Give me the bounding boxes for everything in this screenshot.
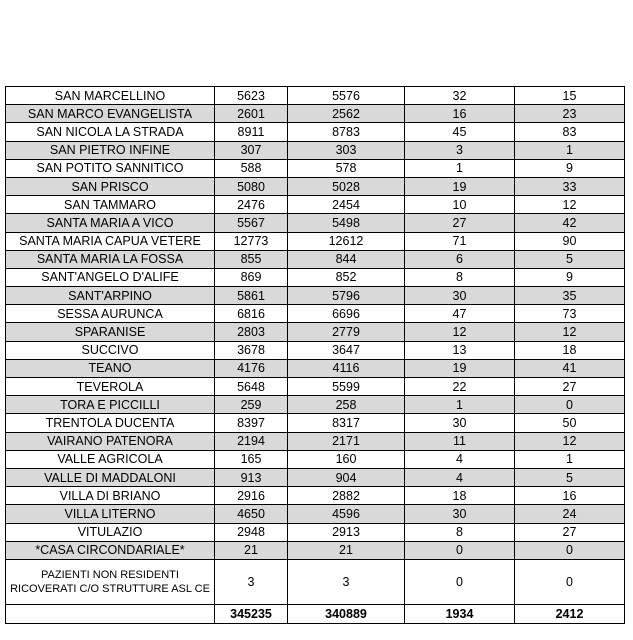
value-cell-c3: 30 — [405, 287, 515, 305]
municipality-cell: SUCCIVO — [6, 341, 215, 359]
value-cell-c1: 259 — [215, 396, 288, 414]
municipality-cell: VILLA LITERNO — [6, 505, 215, 523]
municipality-cell: SANTA MARIA CAPUA VETERE — [6, 232, 215, 250]
value-cell-c4: 0 — [515, 396, 625, 414]
value-cell-c3: 30 — [405, 414, 515, 432]
value-cell-c4: 41 — [515, 359, 625, 377]
value-cell-c1: 2803 — [215, 323, 288, 341]
value-cell-c3: 18 — [405, 487, 515, 505]
value-cell-c2: 904 — [288, 468, 405, 486]
value-cell-c1: 855 — [215, 250, 288, 268]
value-cell-c4: 0 — [515, 541, 625, 559]
value-cell-c1: 5648 — [215, 378, 288, 396]
value-cell-c1: 3 — [215, 559, 288, 604]
table-row — [6, 468, 625, 486]
value-cell-c1: 6816 — [215, 305, 288, 323]
value-cell-c3: 47 — [405, 305, 515, 323]
table-row — [6, 87, 625, 105]
value-cell-c1: 2194 — [215, 432, 288, 450]
value-cell-c4: 1 — [515, 450, 625, 468]
value-cell-c1: 913 — [215, 468, 288, 486]
value-cell-c3: 10 — [405, 196, 515, 214]
municipality-cell: SESSA AURUNCA — [6, 305, 215, 323]
municipality-cell: VALLE AGRICOLA — [6, 450, 215, 468]
table-row — [6, 505, 625, 523]
value-cell-c2: 2882 — [288, 487, 405, 505]
value-cell-c3: 32 — [405, 87, 515, 105]
table-row — [6, 159, 625, 177]
municipality-cell: VITULAZIO — [6, 523, 215, 541]
municipality-cell: SANTA MARIA A VICO — [6, 214, 215, 232]
value-cell-c3: 4 — [405, 450, 515, 468]
table-row — [6, 359, 625, 377]
value-cell-c4: 5 — [515, 250, 625, 268]
value-cell-c2: 5498 — [288, 214, 405, 232]
table-row — [6, 414, 625, 432]
value-cell-c1: 5080 — [215, 177, 288, 195]
value-cell-c3: 22 — [405, 378, 515, 396]
value-cell-c2: 5599 — [288, 378, 405, 396]
table-row — [6, 232, 625, 250]
value-cell-c1: 4176 — [215, 359, 288, 377]
table-row — [6, 287, 625, 305]
value-cell-c2: 2562 — [288, 105, 405, 123]
value-cell-c3: 19 — [405, 177, 515, 195]
value-cell-c2: 4116 — [288, 359, 405, 377]
value-cell-c1: 8911 — [215, 123, 288, 141]
value-cell-c1: 307 — [215, 141, 288, 159]
value-cell-c4: 18 — [515, 341, 625, 359]
value-cell-c4: 12 — [515, 196, 625, 214]
municipality-cell: SAN TAMMARO — [6, 196, 215, 214]
value-cell-c3: 19 — [405, 359, 515, 377]
municipality-cell: SANT'ARPINO — [6, 287, 215, 305]
value-cell-c2: 8783 — [288, 123, 405, 141]
totals-row — [6, 604, 625, 623]
table-row — [6, 541, 625, 559]
table-row — [6, 268, 625, 286]
value-cell-c4: 83 — [515, 123, 625, 141]
value-cell-c4: 23 — [515, 105, 625, 123]
municipality-cell: PAZIENTI NON RESIDENTI RICOVERATI C/O STRUTTURE ASL CE — [6, 559, 215, 604]
value-cell-c4: 12 — [515, 323, 625, 341]
value-cell-c4: 50 — [515, 414, 625, 432]
value-cell-c4: 24 — [515, 505, 625, 523]
value-cell-c2: 8317 — [288, 414, 405, 432]
table-row — [6, 123, 625, 141]
value-cell-c1: 5861 — [215, 287, 288, 305]
value-cell-c3: 0 — [405, 559, 515, 604]
value-cell-c3: 8 — [405, 523, 515, 541]
municipality-cell: SANT'ANGELO D'ALIFE — [6, 268, 215, 286]
municipality-cell: SANTA MARIA LA FOSSA — [6, 250, 215, 268]
value-cell-c3: 27 — [405, 214, 515, 232]
value-cell-c4: 16 — [515, 487, 625, 505]
value-cell-c4: 33 — [515, 177, 625, 195]
value-cell-c2: 2779 — [288, 323, 405, 341]
value-cell-c1: 2476 — [215, 196, 288, 214]
table-row — [6, 523, 625, 541]
value-cell-c4: 9 — [515, 159, 625, 177]
table-body — [6, 87, 625, 624]
value-cell-c1: 2601 — [215, 105, 288, 123]
value-cell-c1: 2948 — [215, 523, 288, 541]
value-cell-c2: 21 — [288, 541, 405, 559]
value-cell-c3: 71 — [405, 232, 515, 250]
value-cell-c3: 6 — [405, 250, 515, 268]
value-cell-c3: 16 — [405, 105, 515, 123]
value-cell-c4: 27 — [515, 378, 625, 396]
value-cell-c2: 852 — [288, 268, 405, 286]
value-cell-c2: 6696 — [288, 305, 405, 323]
table-row — [6, 305, 625, 323]
value-cell-c1: 5567 — [215, 214, 288, 232]
municipality-cell: SAN NICOLA LA STRADA — [6, 123, 215, 141]
value-cell-c1: 4650 — [215, 505, 288, 523]
value-cell-c2: 3 — [288, 559, 405, 604]
value-cell-c3: 13 — [405, 341, 515, 359]
table-row — [6, 487, 625, 505]
table-row — [6, 177, 625, 195]
table-row — [6, 341, 625, 359]
municipality-cell: TEVEROLA — [6, 378, 215, 396]
value-cell-c2: 578 — [288, 159, 405, 177]
municipality-cell: SAN MARCELLINO — [6, 87, 215, 105]
value-cell-c1: 2916 — [215, 487, 288, 505]
value-cell-c1: 5623 — [215, 87, 288, 105]
value-cell-c1: 588 — [215, 159, 288, 177]
municipality-cell: VILLA DI BRIANO — [6, 487, 215, 505]
value-cell-c4: 42 — [515, 214, 625, 232]
value-cell-c2: 160 — [288, 450, 405, 468]
table-row — [6, 141, 625, 159]
municipality-cell: TEANO — [6, 359, 215, 377]
value-cell-c1: 12773 — [215, 232, 288, 250]
value-cell-c1: 8397 — [215, 414, 288, 432]
table-row — [6, 105, 625, 123]
data-table — [5, 86, 625, 624]
value-cell-c1: 3678 — [215, 341, 288, 359]
value-cell-c2: 2913 — [288, 523, 405, 541]
value-cell-c4: 90 — [515, 232, 625, 250]
value-cell-c2: 844 — [288, 250, 405, 268]
table-row — [6, 432, 625, 450]
municipality-cell: SAN PRISCO — [6, 177, 215, 195]
value-cell-c4: 15 — [515, 87, 625, 105]
value-cell-c2: 5028 — [288, 177, 405, 195]
value-cell-c4: 9 — [515, 268, 625, 286]
value-cell-c3: 30 — [405, 505, 515, 523]
table-row — [6, 378, 625, 396]
value-cell-c2: 12612 — [288, 232, 405, 250]
table-row — [6, 559, 625, 604]
value-cell-c4: 5 — [515, 468, 625, 486]
totals-c1-cell: 345235 — [215, 604, 288, 623]
totals-c2-cell: 340889 — [288, 604, 405, 623]
value-cell-c3: 11 — [405, 432, 515, 450]
value-cell-c1: 869 — [215, 268, 288, 286]
value-cell-c4: 12 — [515, 432, 625, 450]
table-row — [6, 396, 625, 414]
municipality-cell: SPARANISE — [6, 323, 215, 341]
municipality-cell: *CASA CIRCONDARIALE* — [6, 541, 215, 559]
value-cell-c3: 1 — [405, 396, 515, 414]
table-row — [6, 196, 625, 214]
value-cell-c3: 45 — [405, 123, 515, 141]
municipality-cell: VAIRANO PATENORA — [6, 432, 215, 450]
value-cell-c3: 12 — [405, 323, 515, 341]
value-cell-c3: 1 — [405, 159, 515, 177]
value-cell-c2: 3647 — [288, 341, 405, 359]
value-cell-c3: 8 — [405, 268, 515, 286]
value-cell-c2: 258 — [288, 396, 405, 414]
totals-c3-cell: 1934 — [405, 604, 515, 623]
value-cell-c1: 165 — [215, 450, 288, 468]
value-cell-c3: 3 — [405, 141, 515, 159]
municipality-cell: SAN PIETRO INFINE — [6, 141, 215, 159]
value-cell-c2: 2171 — [288, 432, 405, 450]
totals-label-cell — [6, 604, 215, 623]
value-cell-c4: 0 — [515, 559, 625, 604]
value-cell-c2: 303 — [288, 141, 405, 159]
value-cell-c3: 4 — [405, 468, 515, 486]
totals-c4-cell: 2412 — [515, 604, 625, 623]
table-row — [6, 323, 625, 341]
municipality-cell: VALLE DI MADDALONI — [6, 468, 215, 486]
value-cell-c4: 35 — [515, 287, 625, 305]
value-cell-c4: 1 — [515, 141, 625, 159]
table-row — [6, 214, 625, 232]
value-cell-c1: 21 — [215, 541, 288, 559]
value-cell-c2: 4596 — [288, 505, 405, 523]
table-row — [6, 250, 625, 268]
municipality-cell: TORA E PICCILLI — [6, 396, 215, 414]
table-row — [6, 450, 625, 468]
municipality-cell: SAN MARCO EVANGELISTA — [6, 105, 215, 123]
municipality-cell: TRENTOLA DUCENTA — [6, 414, 215, 432]
value-cell-c3: 0 — [405, 541, 515, 559]
value-cell-c2: 5796 — [288, 287, 405, 305]
value-cell-c2: 5576 — [288, 87, 405, 105]
value-cell-c4: 73 — [515, 305, 625, 323]
value-cell-c4: 27 — [515, 523, 625, 541]
municipality-cell: SAN POTITO SANNITICO — [6, 159, 215, 177]
value-cell-c2: 2454 — [288, 196, 405, 214]
